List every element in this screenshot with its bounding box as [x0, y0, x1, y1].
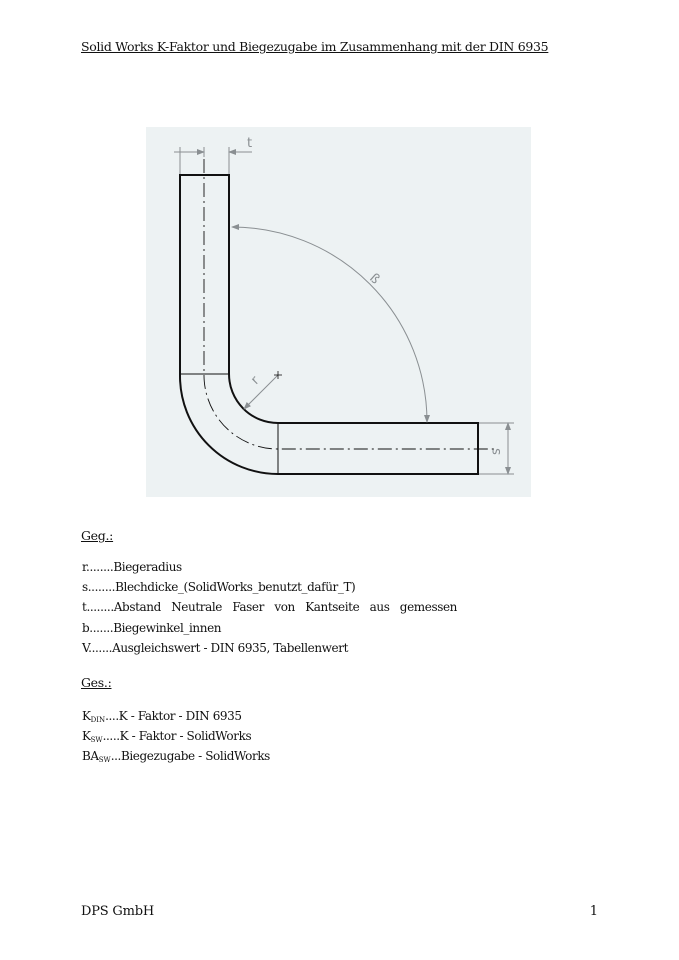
sought-item-ba-sw: $BA_{SW}...Biegezugabe$ - SolidWorks [82, 749, 270, 765]
bend-diagram [146, 127, 531, 497]
sought-list [82, 706, 270, 767]
t-label: t [247, 136, 253, 151]
sought-item-k-din: $K_{DIN}....K$ - Faktor - DIN 6935 [82, 709, 242, 724]
sought-item-k-sw: $K_{SW}.....K$ - Faktor - SolidWorks [82, 729, 252, 745]
angle-arc [232, 227, 427, 422]
given-item-b: b.......Biegewinkel_innen [82, 620, 222, 635]
footer-page-number: 1 [589, 904, 598, 919]
given-item-v: V.......Ausgleichswert - DIN 6935, Tabellenwert [82, 640, 349, 655]
s-label: s [489, 448, 504, 455]
given-item-t: t........Abstand Neutrale Faser von Kantseite aus gemessen [82, 600, 457, 615]
r-label: r [248, 373, 263, 388]
given-item-s: s........Blechdicke_(SolidWorks_benutzt_dafür_T) [82, 580, 356, 595]
given-item-r: r........Biegeradius [82, 560, 182, 574]
sheet-outline [180, 175, 478, 474]
page-header: Solid Works K-Faktor und Biegezugabe im Zusammenhang mit der DIN 6935 [81, 39, 549, 54]
given-list [82, 557, 457, 658]
sought-heading: Ges.: [81, 675, 112, 690]
bend-drawing [146, 127, 531, 497]
beta-label: ß [366, 270, 383, 288]
radius-leader [244, 375, 278, 409]
given-heading: Geg.: [81, 528, 114, 543]
footer-company: DPS GmbH [81, 904, 154, 919]
